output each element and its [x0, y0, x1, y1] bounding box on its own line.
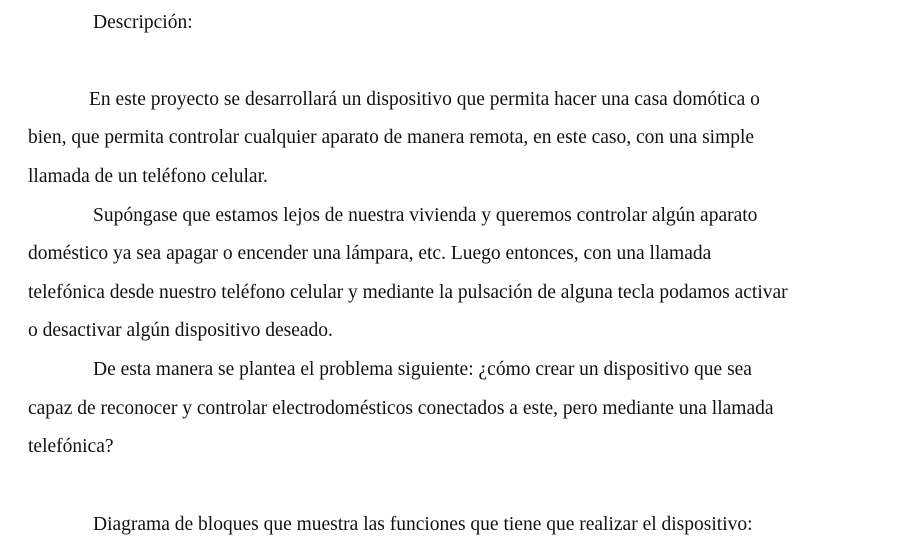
- paragraph-line: telefónica desde nuestro teléfono celular y mediante la pulsación de alguna tecla podamos activar: [28, 282, 788, 303]
- paragraph-line: o desactivar algún dispositivo deseado.: [28, 320, 333, 341]
- paragraph-line: En este proyecto se desarrollará un dispositivo que permita hacer una casa domótica o: [89, 89, 760, 110]
- paragraph-line: telefónica?: [28, 436, 114, 457]
- diagram-intro-text: Diagrama de bloques que muestra las funciones que tiene que realizar el dispositivo:: [93, 514, 753, 535]
- paragraph-line: bien, que permita controlar cualquier aparato de manera remota, en este caso, con una simple: [28, 127, 755, 148]
- paragraph-line: capaz de reconocer y controlar electrodomésticos conectados a este, pero mediante una llamada: [28, 398, 774, 419]
- paragraph-line: doméstico ya sea apagar o encender una lámpara, etc. Luego entonces, con una llamada: [28, 243, 712, 264]
- paragraph-line: llamada de un teléfono celular.: [28, 166, 268, 187]
- paragraph-line: Supóngase que estamos lejos de nuestra vivienda y queremos controlar algún aparato: [93, 205, 758, 226]
- section-heading: Descripción:: [93, 12, 193, 33]
- paragraph-line: De esta manera se plantea el problema siguiente: ¿cómo crear un dispositivo que sea: [93, 359, 752, 380]
